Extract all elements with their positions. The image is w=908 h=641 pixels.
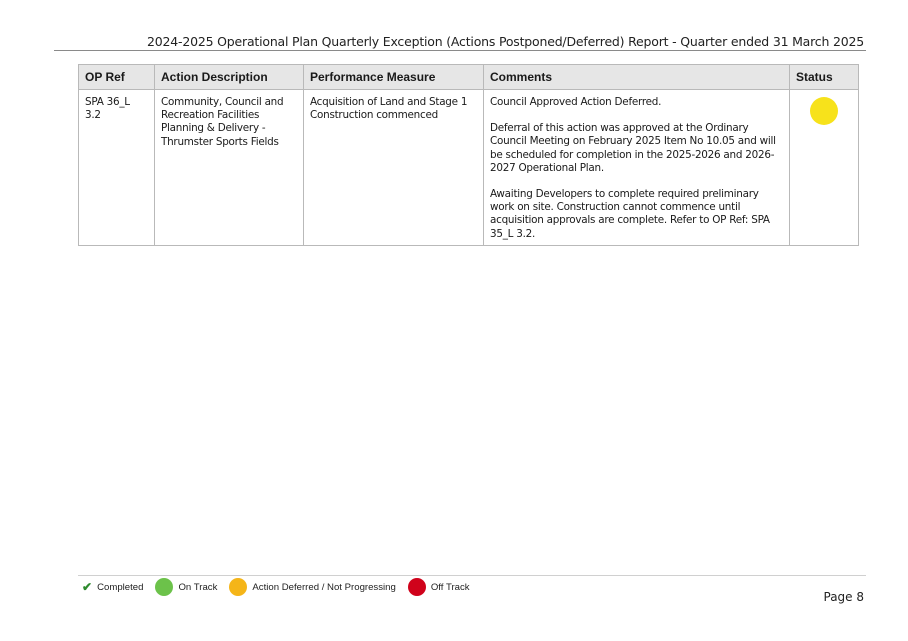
op-ref-cell: SPA 36_L 3.2 <box>79 90 155 246</box>
status-cell <box>790 90 859 246</box>
legend-item-deferred <box>229 578 395 596</box>
comment-paragraph: Council Approved Action Deferred. <box>490 96 662 108</box>
legend-item-completed <box>82 580 143 594</box>
page-number: Page 8 <box>823 590 864 604</box>
green-circle-icon <box>155 578 173 596</box>
legend-label: Completed <box>97 581 144 593</box>
legend-item-on-track <box>155 578 217 596</box>
header-divider <box>54 50 866 51</box>
column-header-action-description: Action Description <box>155 65 304 90</box>
status-indicator-icon <box>810 97 838 125</box>
exception-table <box>78 64 859 246</box>
column-header-status: Status <box>790 65 859 90</box>
comment-paragraph: Deferral of this action was approved at the Ordinary Council Meeting on February 2025 Item No 10.05 and will be scheduled for completion in the 2025-2026 and 2026-2027 Operational Plan. <box>490 122 776 174</box>
check-icon: ✔ <box>82 580 93 594</box>
column-header-comments: Comments <box>484 65 790 90</box>
comment-paragraph: Awaiting Developers to complete required preliminary work on site. Construction cannot commence until acquisition approvals are complete. Refer to OP Ref: SPA 35_L 3.2. <box>490 188 770 240</box>
performance-measure-cell: Acquisition of Land and Stage 1 Construction commenced <box>304 90 484 246</box>
legend-label: On Track <box>178 581 218 593</box>
legend-label: Action Deferred / Not Progressing <box>252 581 396 593</box>
table-row <box>79 90 859 246</box>
action-description-cell: Community, Council and Recreation Facilities Planning & Delivery - Thrumster Sports Fields <box>155 90 304 246</box>
status-legend <box>82 578 482 596</box>
report-title: 2024-2025 Operational Plan Quarterly Exception (Actions Postponed/Deferred) Report - Quarter ended 31 March 2025 <box>147 34 864 49</box>
legend-item-off-track <box>408 578 470 596</box>
footer-divider <box>78 575 866 576</box>
amber-circle-icon <box>229 578 247 596</box>
legend-label: Off Track <box>430 581 470 593</box>
red-circle-icon <box>408 578 426 596</box>
table-header-row <box>79 65 859 90</box>
column-header-op-ref: OP Ref <box>79 65 155 90</box>
comments-cell <box>484 90 790 246</box>
column-header-performance-measure: Performance Measure <box>304 65 484 90</box>
